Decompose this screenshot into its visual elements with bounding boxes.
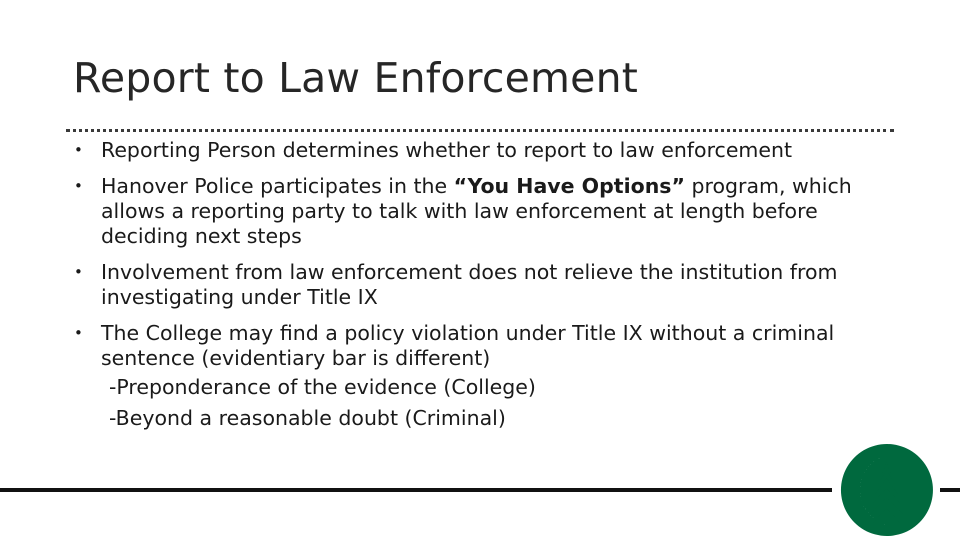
pine-tree-icon	[836, 440, 938, 540]
bullet-text: program, which allows a reporting party to talk with law enforcement at length before deciding next steps	[101, 174, 852, 248]
bullet-item	[74, 138, 874, 163]
bullet-text: Hanover Police participates in the	[101, 174, 454, 198]
sub-line-reasonable-doubt: -Beyond a reasonable doubt (Criminal)	[109, 406, 506, 430]
bullet-text: Involvement from law enforcement does not relieve the institution from investigating under Title IX	[101, 260, 838, 309]
program-name: “You Have Options”	[453, 174, 685, 198]
bullet-text: The College may find a policy violation under Title IX without a criminal sentence (evidentiary bar is different)	[101, 321, 835, 370]
bullet-marker: •	[74, 177, 83, 195]
title-divider	[66, 129, 894, 132]
bullet-item	[74, 321, 874, 434]
bullet-marker: •	[74, 141, 83, 159]
bullet-marker: •	[74, 324, 83, 342]
footer-rule	[0, 488, 832, 492]
page-title: Report to Law Enforcement	[73, 54, 639, 102]
footer-rule-right	[940, 488, 960, 492]
bullet-text: Reporting Person determines whether to report to law enforcement	[101, 138, 793, 162]
bullet-list	[74, 138, 874, 445]
sub-line-preponderance: -Preponderance of the evidence (College)	[109, 375, 536, 399]
bullet-item	[74, 174, 874, 249]
bullet-item	[74, 260, 874, 310]
bullet-marker: •	[74, 263, 83, 281]
